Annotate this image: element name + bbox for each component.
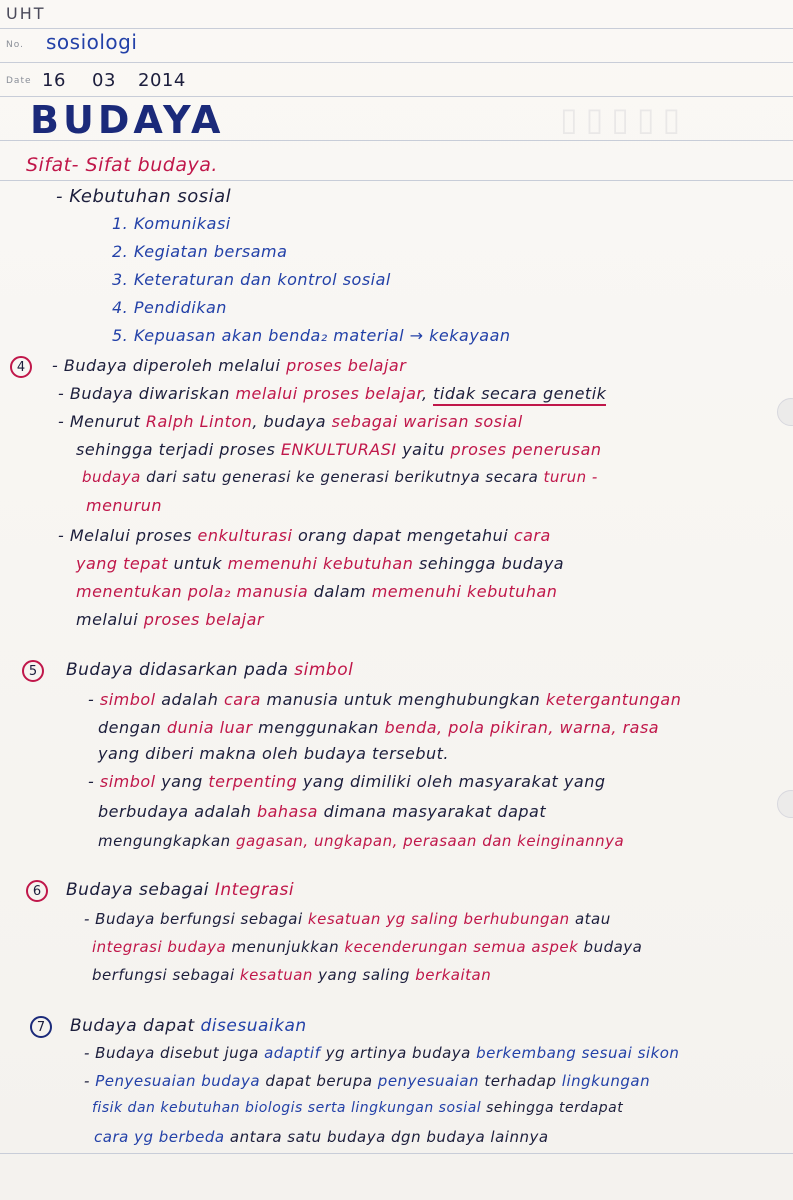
- s4-line-9: menentukan pola₂ manusia dalam memenuhi kebutuhan: [76, 582, 558, 601]
- s5-line-1: - simbol adalah cara manusia untuk menghubungkan ketergantungan: [88, 690, 682, 709]
- date-month: 03: [92, 70, 116, 91]
- section-number-6: 6: [26, 880, 48, 902]
- rule-line: [0, 62, 793, 63]
- s5-heading: Budaya didasarkan pada simbol: [66, 660, 354, 680]
- page-title: BUDAYA: [30, 98, 225, 142]
- bleed-through-decoration: ▯▯▯▯▯: [560, 100, 689, 138]
- s6-line-2: integrasi budaya menunjukkan kecenderungan semua aspek budaya: [92, 938, 643, 956]
- section-number-7: 7: [30, 1016, 52, 1038]
- need-item: 5. Kepuasan akan benda₂ material → kekayaan: [112, 326, 511, 345]
- need-item: 1. Komunikasi: [112, 214, 231, 233]
- date-label: Date: [6, 76, 32, 86]
- s6-line-3: berfungsi sebagai kesatuan yang saling berkaitan: [92, 966, 492, 984]
- s7-heading: Budaya dapat disesuaikan: [70, 1016, 307, 1036]
- s4-line-4: sehingga terjadi proses ENKULTURASI yaitu proses penerusan: [76, 440, 602, 459]
- s4-line-10: melalui proses belajar: [76, 610, 264, 629]
- s7-line-2: - Penyesuaian budaya dapat berupa penyesuaian terhadap lingkungan: [84, 1072, 651, 1090]
- rule-line: [0, 96, 793, 97]
- s4-line-2: - Budaya diwariskan melalui proses belajar, tidak secara genetik: [58, 384, 606, 403]
- binder-hole: [777, 398, 793, 426]
- need-item: 3. Keteraturan dan kontrol sosial: [112, 270, 391, 289]
- s5-line-6: mengungkapkan gagasan, ungkapan, perasaan dan keinginannya: [98, 832, 625, 850]
- section-heading: Sifat- Sifat budaya.: [26, 154, 218, 176]
- s4-line-5: budaya dari satu generasi ke generasi berikutnya secara turun -: [82, 468, 598, 486]
- s5-line-2: dengan dunia luar menggunakan benda, pola pikiran, warna, rasa: [98, 718, 660, 737]
- rule-line: [0, 28, 793, 29]
- rule-line: [0, 180, 793, 181]
- binder-hole: [777, 790, 793, 818]
- need-item: 2. Kegiatan bersama: [112, 242, 288, 261]
- s4-line-7: - Melalui proses enkulturasi orang dapat mengetahui cara: [58, 526, 551, 545]
- needs-bullet: - Kebutuhan sosial: [56, 186, 232, 207]
- need-item: 4. Pendidikan: [112, 298, 227, 317]
- date-year: 2014: [138, 70, 186, 91]
- s7-line-3: fisik dan kebutuhan biologis serta lingkungan sosial sehingga terdapat: [92, 1100, 624, 1116]
- s7-line-1: - Budaya disebut juga adaptif yg artinya budaya berkembang sesuai sikon: [84, 1044, 680, 1062]
- s4-line-6: menurun: [86, 496, 163, 515]
- section-number-4: 4: [10, 356, 32, 378]
- s6-line-1: - Budaya berfungsi sebagai kesatuan yg saling berhubungan atau: [84, 910, 611, 928]
- rule-line-bottom: [0, 1153, 793, 1154]
- s6-heading: Budaya sebagai Integrasi: [66, 880, 295, 900]
- s5-line-5: berbudaya adalah bahasa dimana masyarakat dapat: [98, 802, 547, 821]
- s4-line-8: yang tepat untuk memenuhi kebutuhan sehingga budaya: [76, 554, 565, 573]
- s5-line-4: - simbol yang terpenting yang dimiliki oleh masyarakat yang: [88, 772, 606, 791]
- brand-label: UHT: [6, 4, 46, 23]
- s7-line-4: cara yg berbeda antara satu budaya dgn budaya lainnya: [94, 1128, 549, 1146]
- section-number-5: 5: [22, 660, 44, 682]
- date-day: 16: [42, 70, 66, 91]
- s4-line-3: - Menurut Ralph Linton, budaya sebagai warisan sosial: [58, 412, 523, 431]
- s4-line-1: - Budaya diperoleh melalui proses belajar: [52, 356, 407, 375]
- subject-value: sosiologi: [46, 30, 138, 54]
- no-label: No.: [6, 40, 24, 50]
- s5-line-3: yang diberi makna oleh budaya tersebut.: [98, 744, 450, 763]
